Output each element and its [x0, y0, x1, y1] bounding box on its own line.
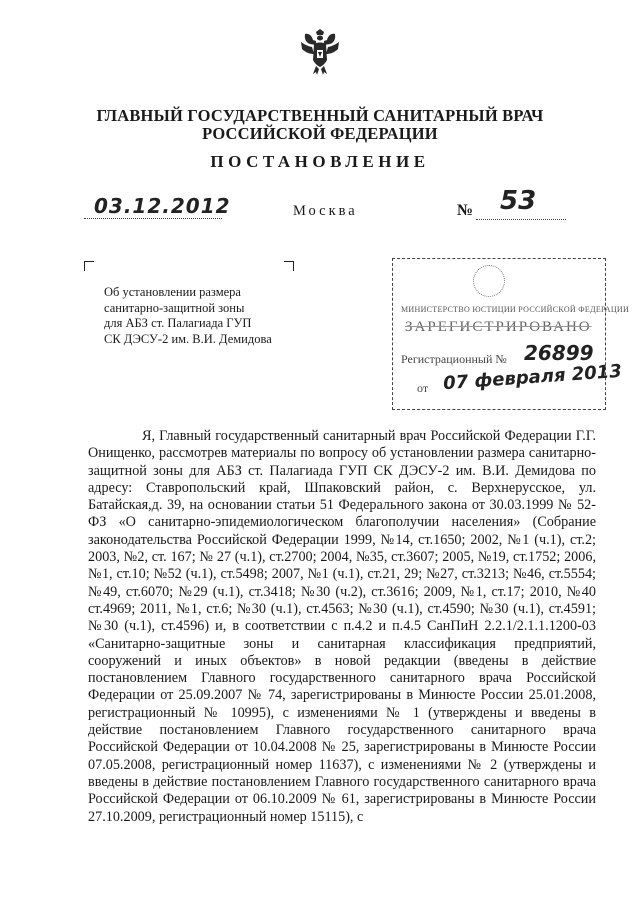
subject-corner-right: [284, 261, 294, 271]
subject-line: санитарно-защитной зоны: [104, 300, 245, 315]
stamp-ministry: МИНИСТЕРСТВО ЮСТИЦИИ РОССИЙСКОЙ ФЕДЕРАЦИИ: [401, 305, 630, 314]
subject-line: СК ДЭСУ-2 им. В.И. Демидова: [104, 331, 272, 346]
document-type-heading: ПОСТАНОВЛЕНИЕ: [210, 152, 430, 171]
document-number: 53: [500, 186, 537, 216]
stamp-from-date: 07 февраля 2013: [442, 360, 623, 395]
subject-corner-left: [84, 261, 94, 271]
body-paragraph: Я, Главный государственный санитарный врач Российской Федерации Г.Г. Онищенко, рассмотрев материалы по вопросу об установлении размера санитарно-защитной зоны для АБЗ ст. Палагиада ГУП СК ДЭСУ-2 им. В.И. Демидова по адресу: Ставропольский край, Шпаковский район, с. Верхнерусское, ул. Батайская,д. 39, на основании статьи 51 Федерального закона от 30.03.1999 № 52-ФЗ «О санитарно-эпидемиологическом благополучии населения» (Собрание законодательства Российской Федерации 1999, №14, ст.1650; 2002, №1 (ч.1), ст.2; 2003, №2, ст. 167; № 27 (ч.1), ст.2700; 2004, №35, ст.3607; 2005, №19, ст.1752; 2006, №1, ст.10; №52 (ч.1), ст.5498; 2007, №1 (ч.1), ст.21, 29; №27, ст.3213; №46, ст.5554; №49, ст.6070; №29 (ч.1), ст.3418; №30 (ч.2), ст.3616; 2009, №1, ст.17; 2010, №40 ст.4969; 2011, №1, ст.6; №30 (ч.1), ст.4563; №30 (ч.1), ст.4590; №30 (ч.1), ст.4591; №30 (ч.1), ст.4596) и, в соответствии с п.4.2 и п.4.5 СанПиН 2.2.1/2.1.1.1200-03 «Санитарно-защитные зоны и санитарная классификация предприятий, сооружений и иных объектов» в новой редакции (введены в действие постановлением Главного государственного санитарного врача Российской Федерации от 25.09.2007 № 74, зарегистрированы в Минюсте России 25.01.2008, регистрационный № 10995), с изменениями № 1 (утверждены и введены в действие постановлением Главного государственного санитарного врача Российской Федерации от 10.04.2008 № 25, зарегистрированы в Минюсте России 07.05.2008, регистрационный номер 11637), с изменениями № 2 (утверждены и введены в действие постановлением Главного государственного санитарного врача Российской Федерации от 06.10.2009 № 61, зарегистрированы в Минюсте России 27.10.2009, регистрационный номер 15115), с: [88, 428, 596, 825]
stamp-registration-label: Регистрационный №: [401, 352, 507, 366]
subject-line: Об установлении размера: [104, 285, 241, 299]
date-underline: [84, 218, 222, 219]
number-underline: [476, 219, 566, 220]
registration-stamp: [392, 258, 630, 410]
document-date: 03.12.2012: [94, 194, 231, 218]
authority-line-2: РОССИЙСКОЙ ФЕДЕРАЦИИ: [202, 124, 438, 143]
stamp-registered: ЗАРЕГИСТРИРОВАНО: [405, 319, 592, 335]
subject-line: для АБЗ ст. Палагиада ГУП: [104, 316, 252, 330]
double-headed-eagle-icon: [299, 28, 341, 78]
stamp-from-label: от: [417, 381, 429, 395]
document-number-label: №: [457, 202, 474, 219]
body-text: [88, 428, 596, 826]
document-city: Москва: [293, 203, 358, 219]
authority-line-1: ГЛАВНЫЙ ГОСУДАРСТВЕННЫЙ САНИТАРНЫЙ ВРАЧ: [96, 106, 544, 125]
stamp-emblem-mark: [473, 265, 505, 297]
subject-block: [104, 285, 272, 347]
stamp-registration-number: 26899: [524, 341, 594, 365]
